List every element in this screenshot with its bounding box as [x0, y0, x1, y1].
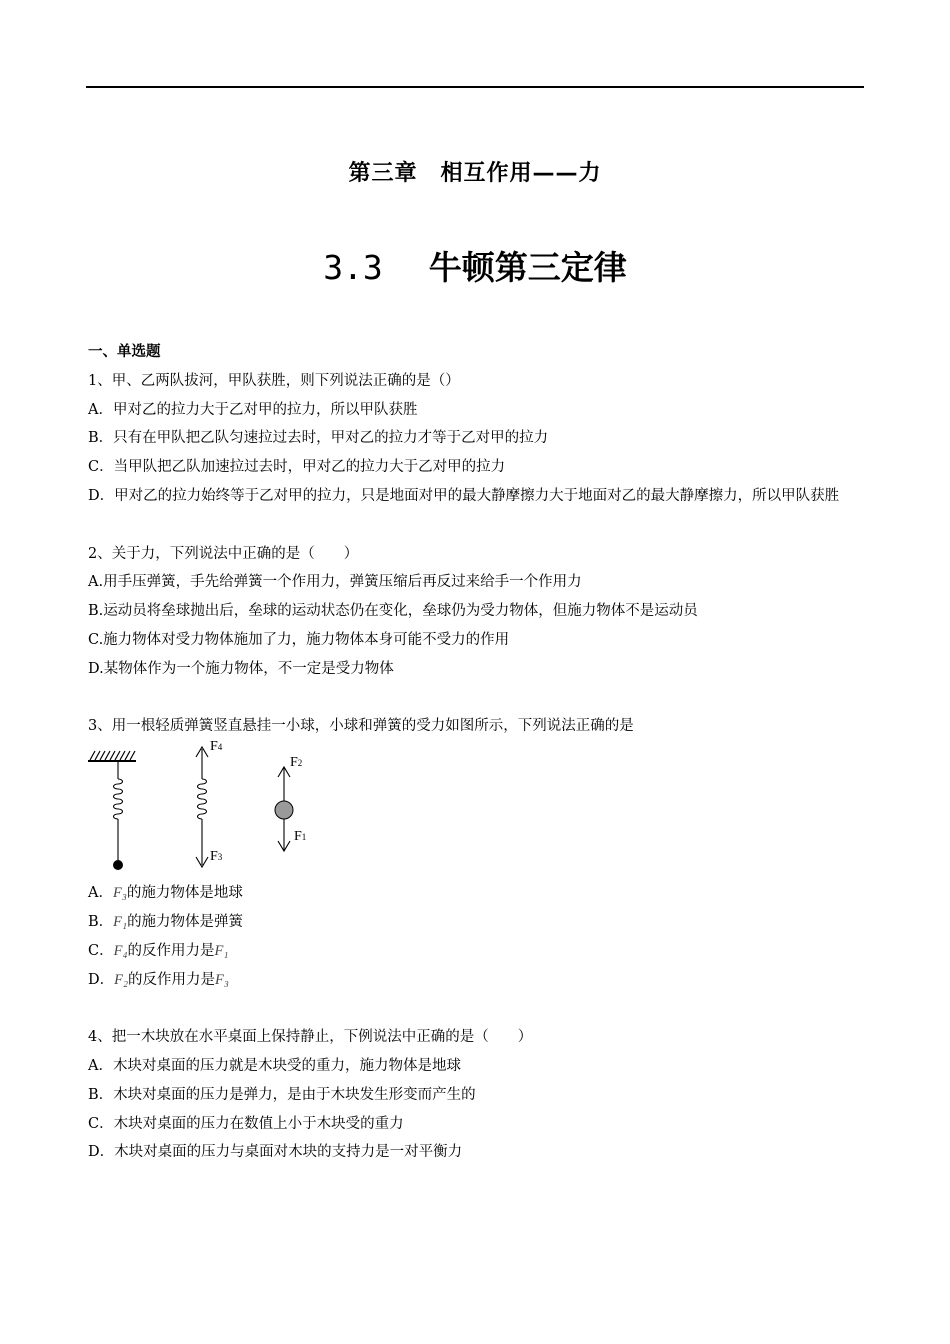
ball-body-icon — [275, 801, 293, 819]
question-stem: 1、甲、乙两队拔河，甲队获胜，则下列说法正确的是（） — [88, 372, 460, 389]
option-a: A．甲对乙的拉力大于乙对甲的拉力，所以甲队获胜 — [88, 401, 418, 418]
option-d: D．F₂的反作用力是F₃ — [88, 971, 229, 988]
label-f4: F4 — [210, 739, 223, 755]
header-rule — [86, 86, 864, 88]
question-stem: 4、把一木块放在水平桌面上保持静止，下例说法中正确的是（ ） — [88, 1029, 533, 1046]
section-number: 3.3 — [323, 248, 383, 287]
section-name: 牛顿第三定律 — [428, 248, 627, 287]
question-3 — [88, 712, 863, 994]
option-b: B．F₁的施力物体是弹簧 — [88, 913, 244, 930]
option-c: C．F₄的反作用力是F₁ — [88, 942, 229, 959]
question-1 — [88, 367, 863, 511]
option-a: A.用手压弹簧，手先给弹簧一个作用力，弹簧压缩后再反过来给手一个作用力 — [88, 574, 582, 591]
option-c: C．木块对桌面的压力在数值上小于木块受的重力 — [88, 1115, 404, 1132]
question-4 — [88, 1023, 863, 1167]
option-c: C.施力物体对受力物体施加了力，施力物体本身可能不受力的作用 — [88, 631, 510, 648]
part-heading: 一、单选题 — [88, 344, 161, 360]
section-title — [0, 242, 950, 289]
worksheet-content — [88, 338, 863, 1167]
option-c: C．当甲队把乙队加速拉过去时，甲对乙的拉力大于乙对甲的拉力 — [88, 459, 506, 476]
label-f1: F1 — [294, 829, 307, 845]
option-b: B．只有在甲队把乙队匀速拉过去时，甲对乙的拉力才等于乙对甲的拉力 — [88, 430, 549, 447]
label-f3: F3 — [210, 849, 223, 865]
spring-force-diagram — [88, 739, 348, 875]
option-d: D．甲对乙的拉力始终等于乙对甲的拉力，只是地面对甲的最大静摩擦力大于地面对乙的最大静摩擦力，所以甲队获胜 — [88, 487, 840, 504]
ball-icon — [113, 860, 123, 870]
option-a: A．F₃的施力物体是地球 — [88, 885, 243, 902]
option-a: A．木块对桌面的压力就是木块受的重力，施力物体是地球 — [88, 1057, 461, 1074]
option-b: B.运动员将垒球抛出后，垒球的运动状态仍在变化，垒球仍为受力物体，但施力物体不是运动员 — [88, 603, 698, 620]
spring-forces-icon — [196, 747, 208, 867]
question-2 — [88, 540, 863, 684]
option-d: D．木块对桌面的压力与桌面对木块的支持力是一对平衡力 — [88, 1144, 463, 1161]
hanging-spring-icon — [114, 761, 123, 863]
ceiling-icon — [88, 751, 136, 761]
chapter-title: 第三章 相互作用——力 — [348, 161, 602, 186]
option-d: D.某物体作为一个施力物体，不一定是受力物体 — [88, 660, 394, 677]
option-b: B．木块对桌面的压力是弹力，是由于木块发生形变而产生的 — [88, 1086, 476, 1103]
question-stem: 3、用一根轻质弹簧竖直悬挂一小球，小球和弹簧的受力如图所示，下列说法正确的是 — [88, 718, 634, 735]
question-stem: 2、关于力，下列说法中正确的是（ ） — [88, 545, 359, 562]
label-f2: F2 — [290, 755, 303, 771]
